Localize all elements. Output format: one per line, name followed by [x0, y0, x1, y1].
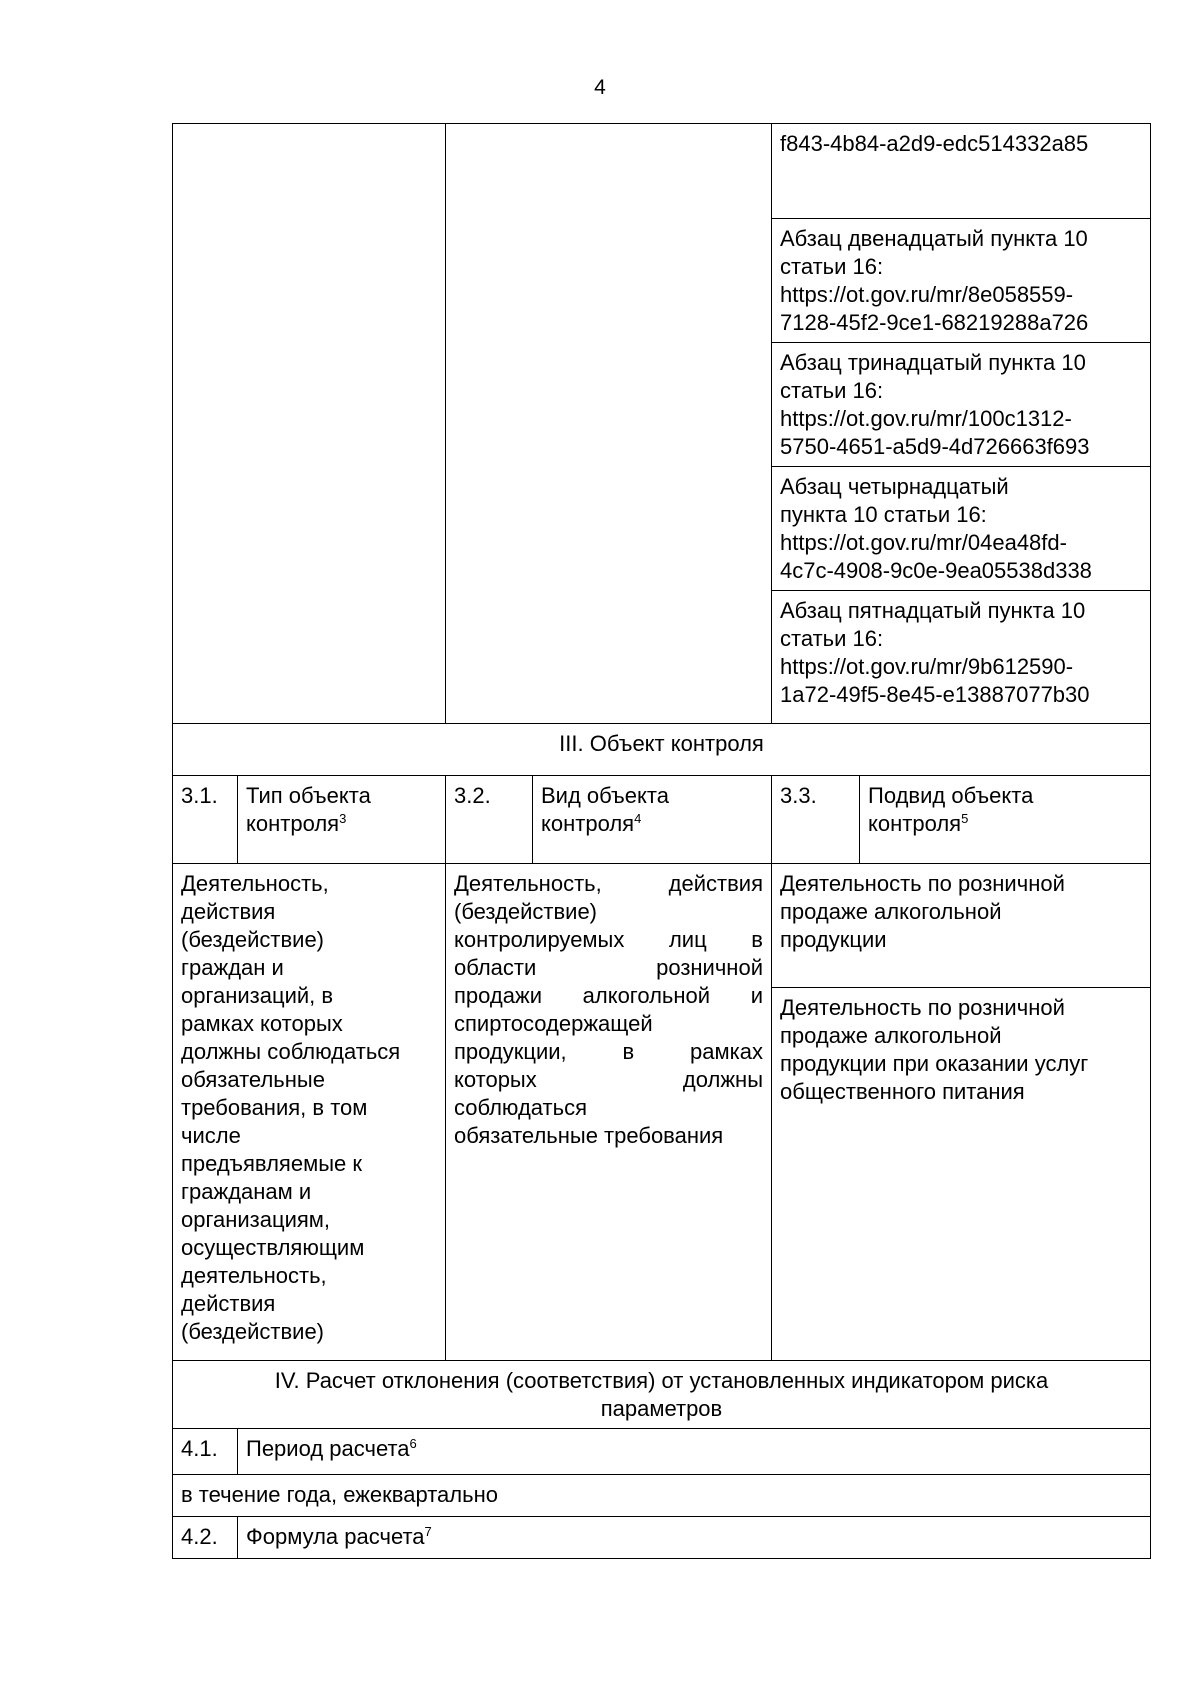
subkind-line: общественного питания	[780, 1079, 1025, 1104]
header-label-line	[868, 810, 1142, 838]
empty-cell-middle	[446, 124, 772, 724]
link-text: Абзац тринадцатый пункта 10	[780, 350, 1086, 375]
object-subkind-cell	[772, 988, 1151, 1361]
link-text: 4c7c-4908-9c0e-9ea05538d338	[780, 558, 1092, 583]
object-subkind-cell	[772, 864, 1151, 988]
type-line: требования, в том	[181, 1095, 368, 1120]
section-4-title-line: параметров	[600, 1396, 723, 1421]
type-line: организациям,	[181, 1207, 331, 1232]
kind-line: продажи алкогольной и	[454, 983, 763, 1008]
header-label-line: Тип объекта	[246, 783, 371, 808]
type-line: предъявляемые к	[181, 1151, 362, 1176]
header-label-word: контроля	[246, 811, 340, 836]
footnote-ref: 4	[634, 811, 642, 826]
link-text: https://ot.gov.ru/mr/04ea48fd-	[780, 530, 1067, 555]
header-label-line	[541, 810, 763, 838]
type-line: осуществляющим	[181, 1235, 365, 1260]
header-3-1-number: 3.1.	[173, 776, 238, 864]
type-line: (бездействие)	[181, 1319, 325, 1344]
type-line: деятельность,	[181, 1263, 327, 1288]
kind-line: обязательные требования	[454, 1123, 724, 1148]
header-label-line: Вид объекта	[541, 783, 669, 808]
type-line: числе	[181, 1123, 241, 1148]
type-line: рамках которых	[181, 1011, 343, 1036]
section-4-title	[173, 1361, 1151, 1429]
header-label-line: Подвид объекта	[868, 783, 1034, 808]
row-4-2-number: 4.2.	[173, 1517, 238, 1559]
kind-line: области розничной	[454, 955, 763, 980]
type-line: гражданам и	[181, 1179, 312, 1204]
footnote-ref: 5	[961, 811, 969, 826]
subkind-line: продукции	[780, 927, 887, 952]
kind-line: соблюдаться	[454, 1095, 587, 1120]
header-3-2-label	[533, 776, 772, 864]
type-line: действия	[181, 899, 276, 924]
empty-cell-left	[173, 124, 446, 724]
subkind-line: Деятельность по розничной	[780, 871, 1065, 896]
header-label-word: контроля	[868, 811, 962, 836]
link-cell	[772, 591, 1151, 724]
row-4-2-label	[238, 1517, 1151, 1559]
link-text: f843-4b84-a2d9-edc514332a85	[780, 131, 1089, 156]
object-kind-cell	[446, 864, 772, 1361]
link-text: https://ot.gov.ru/mr/9b612590-	[780, 654, 1074, 679]
subkind-line: продаже алкогольной	[780, 1023, 1002, 1048]
link-cell	[772, 343, 1151, 467]
subkind-line: продаже алкогольной	[780, 899, 1002, 924]
period-value: в течение года, ежеквартально	[173, 1475, 1151, 1517]
kind-line: (бездействие)	[454, 899, 598, 924]
header-3-1-label	[238, 776, 446, 864]
footnote-ref: 7	[424, 1524, 432, 1539]
period-label: Период расчета	[246, 1436, 410, 1461]
link-cell	[772, 124, 1151, 219]
kind-line: продукции, в рамках	[454, 1039, 763, 1064]
link-text: 1a72-49f5-8e45-e13887077b30	[780, 682, 1090, 707]
link-cell	[772, 467, 1151, 591]
link-text: статьи 16:	[780, 378, 884, 403]
row-4-1-label	[238, 1429, 1151, 1475]
footnote-ref: 6	[409, 1436, 417, 1451]
header-3-3-number: 3.3.	[772, 776, 860, 864]
header-3-2-number: 3.2.	[446, 776, 533, 864]
formula-label: Формула расчета	[246, 1524, 425, 1549]
type-line: Деятельность,	[181, 871, 329, 896]
link-text: пункта 10 статьи 16:	[780, 502, 987, 527]
link-text: https://ot.gov.ru/mr/100c1312-	[780, 406, 1072, 431]
link-text: статьи 16:	[780, 254, 884, 279]
type-line: обязательные	[181, 1067, 325, 1092]
kind-line: которых должны	[454, 1067, 763, 1092]
header-3-3-label	[860, 776, 1151, 864]
kind-line: контролируемых лиц в	[454, 927, 763, 952]
kind-line: Деятельность, действия	[454, 871, 763, 896]
type-line: действия	[181, 1291, 276, 1316]
header-label-line	[246, 810, 437, 838]
type-line: организаций, в	[181, 983, 334, 1008]
row-4-1-number: 4.1.	[173, 1429, 238, 1475]
link-text: 5750-4651-a5d9-4d726663f693	[780, 434, 1090, 459]
kind-line: спиртосодержащей	[454, 1011, 653, 1036]
link-cell	[772, 219, 1151, 343]
type-line: должны соблюдаться	[181, 1039, 401, 1064]
link-text: Абзац пятнадцатый пункта 10	[780, 598, 1086, 623]
type-line: (бездействие)	[181, 927, 325, 952]
link-text: статьи 16:	[780, 626, 884, 651]
object-type-cell	[173, 864, 446, 1361]
subkind-line: продукции при оказании услуг	[780, 1051, 1089, 1076]
type-line: граждан и	[181, 955, 284, 980]
header-label-word: контроля	[541, 811, 635, 836]
section-3-title: III. Объект контроля	[173, 724, 1151, 776]
link-text: 7128-45f2-9ce1-68219288a726	[780, 310, 1089, 335]
link-text: Абзац четырнадцатый	[780, 474, 1009, 499]
link-text: https://ot.gov.ru/mr/8e058559-	[780, 282, 1074, 307]
link-text: Абзац двенадцатый пункта 10	[780, 226, 1088, 251]
subkind-line: Деятельность по розничной	[780, 995, 1065, 1020]
page-number: 4	[594, 76, 606, 99]
indicator-table	[172, 123, 1151, 1559]
footnote-ref: 3	[339, 811, 347, 826]
section-4-title-line: IV. Расчет отклонения (соответствия) от установленных индикатором риска	[274, 1368, 1049, 1393]
